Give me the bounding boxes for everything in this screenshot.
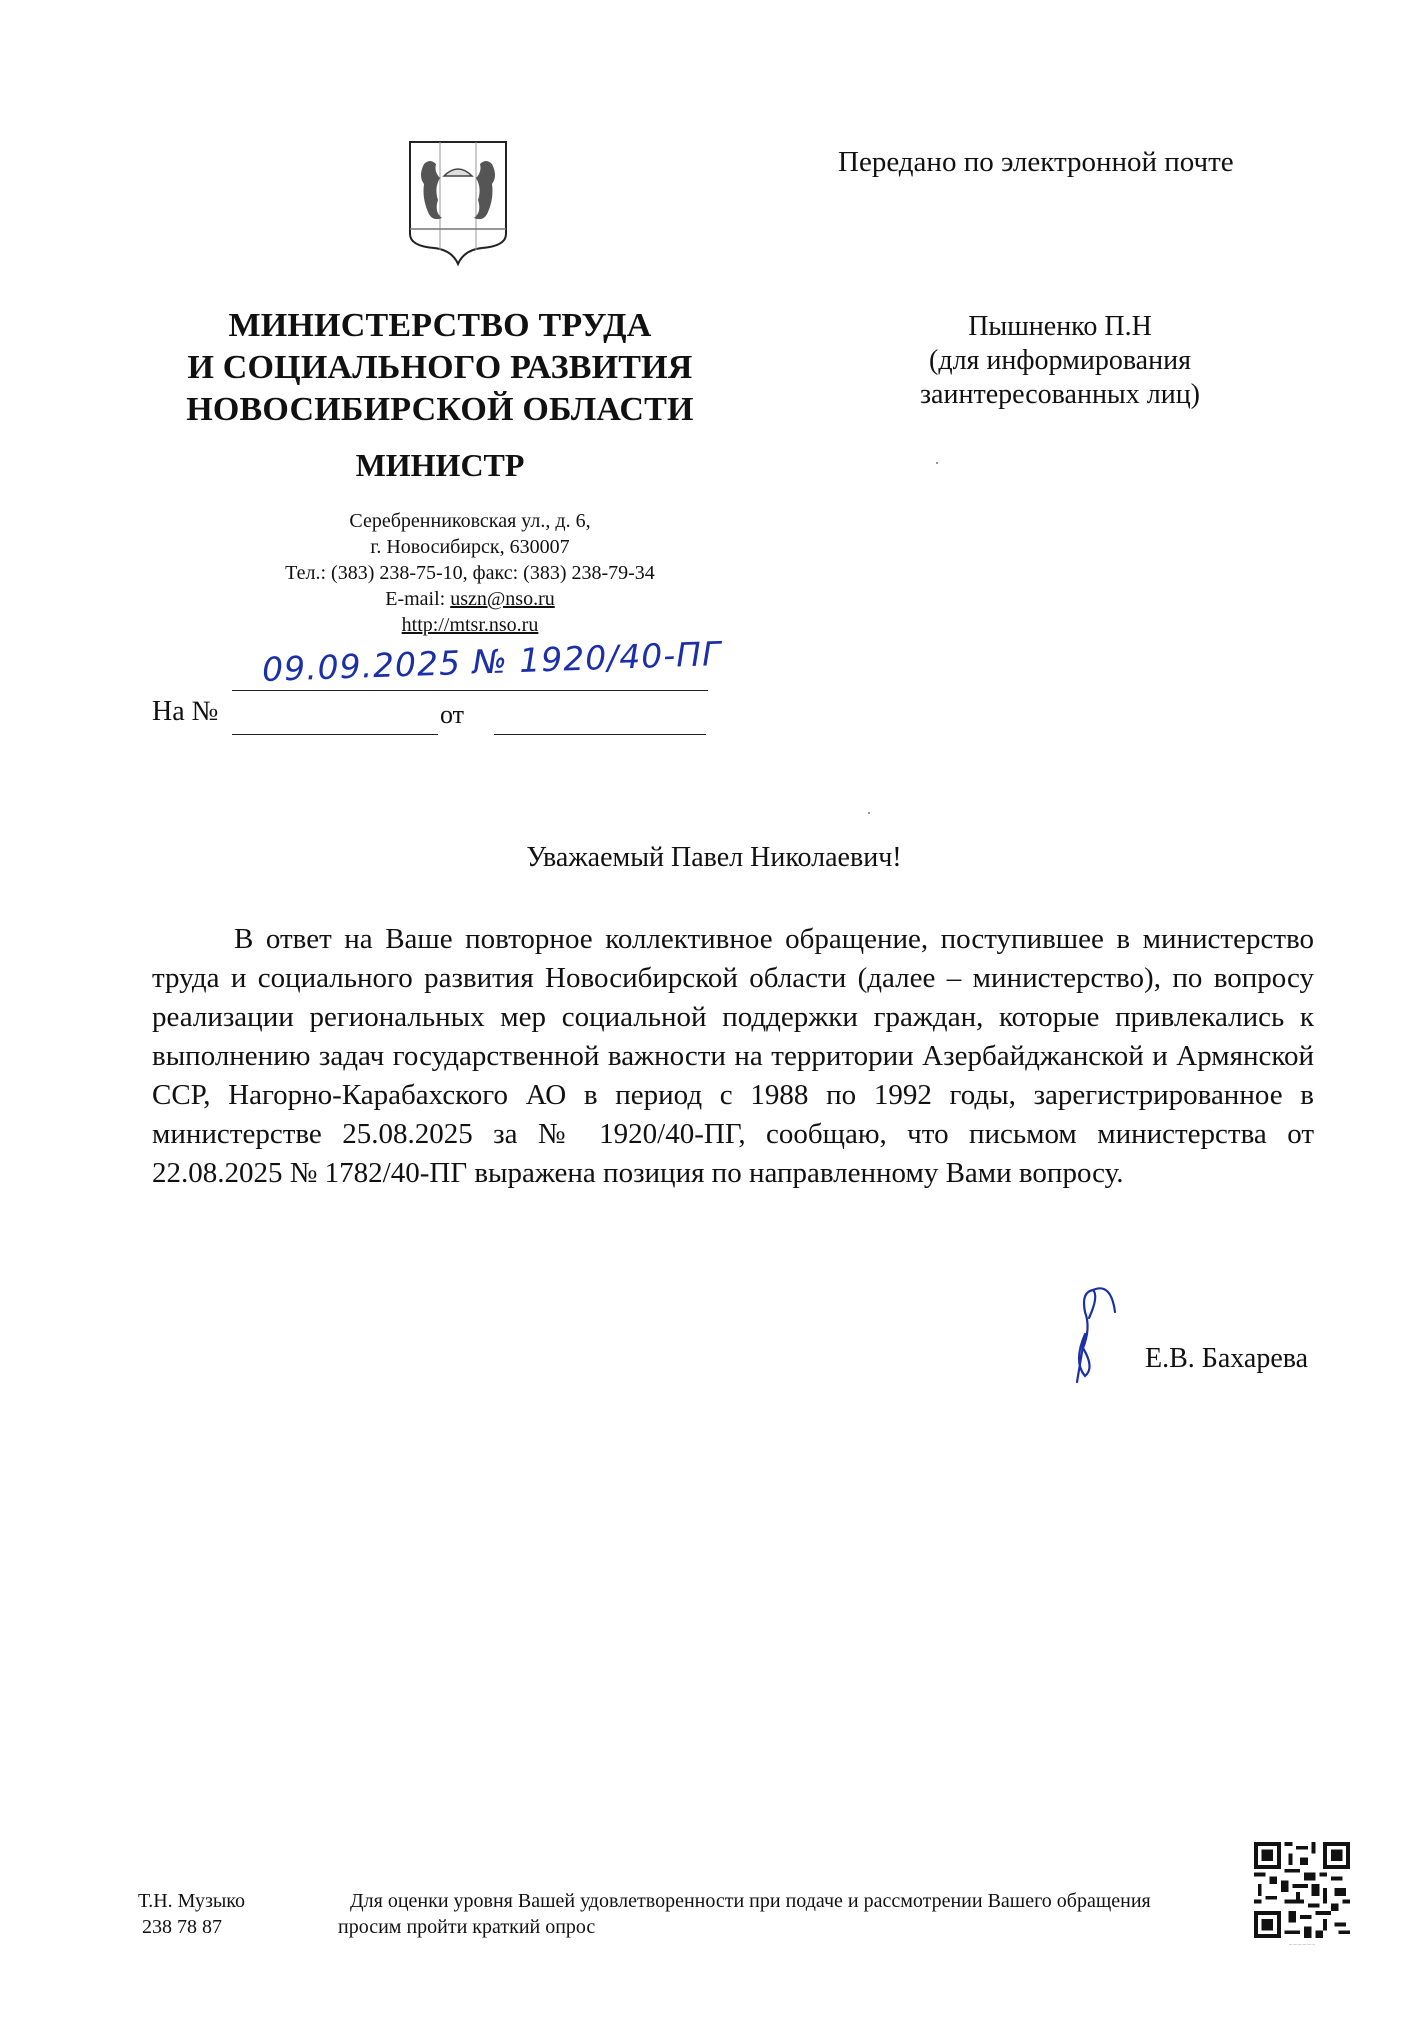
handwritten-registration: 09.09.2025 № 1920/40-ПГ: [261, 633, 722, 690]
recipient-name: Пышненко П.Н: [968, 311, 1152, 342]
signatory-name: Е.В. Бахарева: [1145, 1343, 1309, 1374]
email-label: E-mail:: [385, 588, 451, 610]
executor-phone: 238 78 87: [142, 1916, 222, 1938]
survey-note: Для оценки уровня Вашей удовлетворенности при подаче и рассмотрении Вашего обращения просим пройти краткий опрос: [338, 1890, 1151, 1938]
qr-code-icon[interactable]: [1254, 1842, 1350, 1938]
contact-block: [220, 508, 720, 638]
greeting: Уважаемый Павел Николаевич!: [526, 842, 902, 873]
organization-name: [160, 305, 720, 431]
scan-speck: [936, 462, 938, 464]
email-link[interactable]: uszn@nso.ru: [450, 588, 555, 610]
address-line: Серебренниковская ул., д. 6,: [349, 510, 591, 532]
phone-line: Тел.: (383) 238-75-10, факс: (383) 238-79-34: [285, 562, 655, 584]
organization-line: МИНИСТЕРСТВО ТРУДА: [228, 307, 652, 344]
reference-date-label: от: [440, 700, 465, 729]
coat-of-arms-icon: [402, 134, 514, 270]
executor-block: [138, 1888, 245, 1940]
email-line: [220, 586, 720, 612]
executor-name: Т.Н. Музыко: [138, 1890, 245, 1912]
website-link[interactable]: http://mtsr.nso.ru: [401, 614, 539, 636]
reference-date-line: [494, 734, 706, 735]
organization-line: И СОЦИАЛЬНОГО РАЗВИТИЯ: [187, 349, 693, 386]
city-line: г. Новосибирск, 630007: [370, 536, 570, 558]
reference-number-line: [232, 734, 438, 735]
letter-body: В ответ на Ваше повторное коллективное обращение, поступившее в министерство труда и социального развития Новосибирской области (далее – министерство), по вопросу реализации региональных мер социальной поддержки граждан, которые привлекались к выполнению задач государственной важности на территории Азербайджанской и Армянской ССР, Нагорно-Карабахского АО в период с 1988 по 1992 годы, зарегистрированное в министерстве 25.08.2025 за № 1920/40-ПГ, сообщаю, что письмом министерства от 22.08.2025 № 1782/40-ПГ выражена позиция по направленному Вами вопросу.: [152, 923, 1314, 1189]
recipient-block: [870, 310, 1250, 412]
delivery-note: Передано по электронной почте: [838, 146, 1234, 178]
registration-line: [232, 690, 708, 691]
reference-number-label: На №: [152, 696, 219, 727]
signature-icon: [1055, 1272, 1135, 1392]
organization-line: НОВОСИБИРСКОЙ ОБЛАСТИ: [186, 391, 694, 428]
recipient-note: (для информирования: [929, 345, 1191, 376]
scan-speck: [868, 812, 870, 814]
qr-caption: ·····················: [1288, 1942, 1316, 1947]
recipient-note: заинтересованных лиц): [920, 379, 1200, 410]
position-title: МИНИСТР: [355, 447, 525, 483]
